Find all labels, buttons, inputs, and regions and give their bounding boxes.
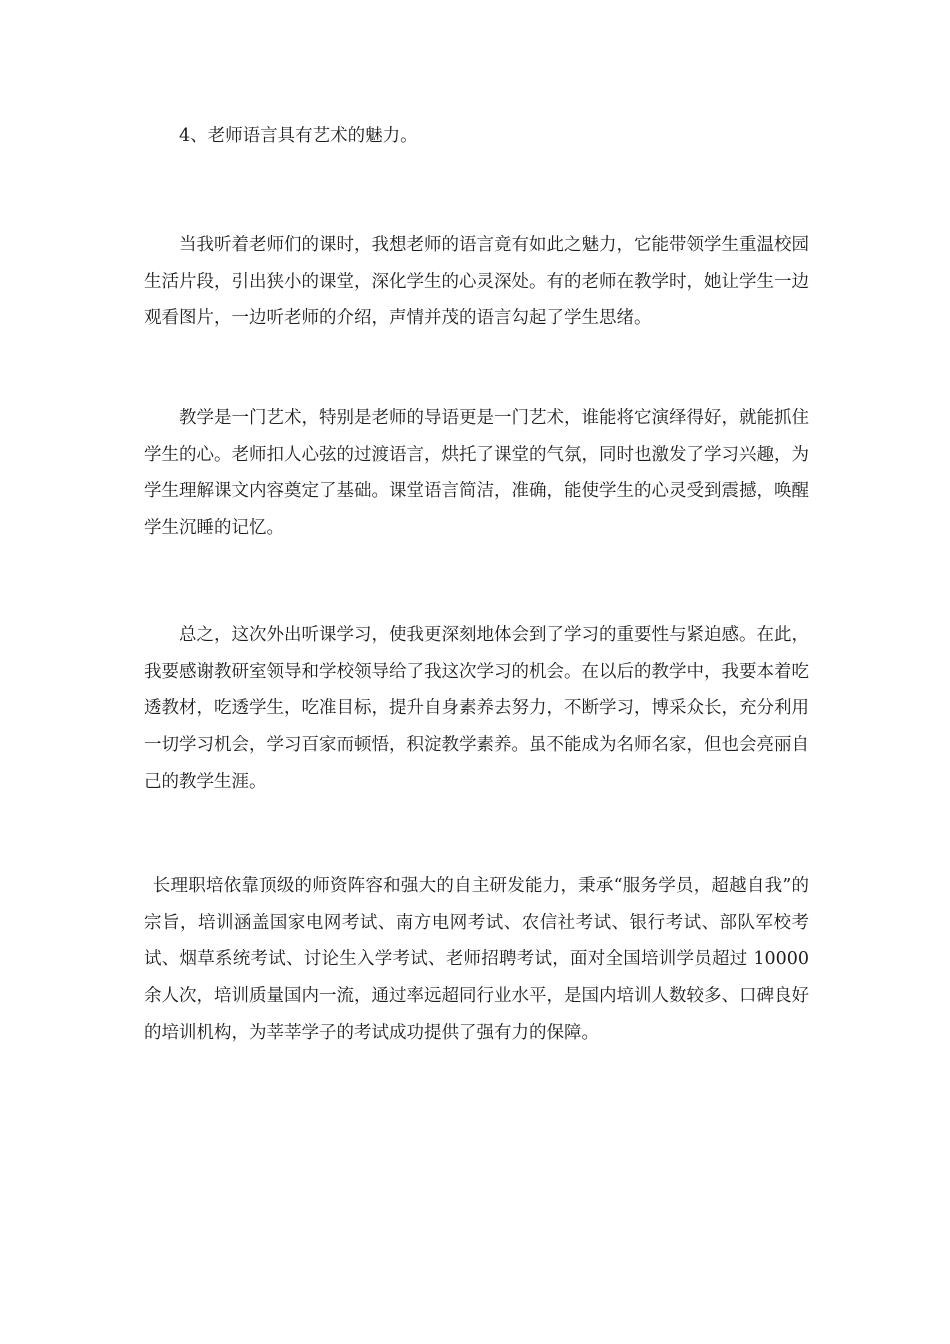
paragraph-institution-intro: 长理职培依靠顶级的师资阵容和强大的自主研发能力，秉承“服务学员，超越自我”的宗旨，培训涵盖国家电网考试、南方电网考试、农信社考试、银行考试、部队军校考试、烟草系统考试、讨论生入学考试、老师招聘考试，面对全国培训学员超过 10000 余人次，培训质量国内一流，通过率远超同行业水平，是国内培训人数较多、口碑良好的培训机构，为莘莘学子的考试成功提供了强有力的保障。 xyxy=(144,876,809,1043)
section-heading: 4、老师语言具有艺术的魅力。 xyxy=(179,126,418,146)
paragraph-teacher-language: 当我听着老师们的课时，我想老师的语言竟有如此之魅力，它能带领学生重温校园生活片段，引出狭小的课堂，深化学生的心灵深处。有的老师在教学时，她让学生一边观看图片，一边听老师的介绍，声情并茂的语言勾起了学生思绪。 xyxy=(144,235,809,329)
paragraph-conclusion: 总之，这次外出听课学习，使我更深刻地体会到了学习的重要性与紧迫感。在此，我要感谢教研室领导和学校领导给了我这次学习的机会。在以后的教学中，我要本着吃透教材，吃透学生，吃准目标，提升自身素养去努力，不断学习，博采众长，充分利用一切学习机会，学习百家而顿悟，积淀教学素养。虽不能成为名师名家，但也会亮丽自己的教学生涯。 xyxy=(144,625,809,792)
paragraph-teaching-art: 教学是一门艺术，特别是老师的导语更是一门艺术，谁能将它演绎得好，就能抓住学生的心。老师扣人心弦的过渡语言，烘托了课堂的气氛，同时也激发了学习兴趣，为学生理解课文内容奠定了基础。课堂语言简洁，准确，能使学生的心灵受到震撼，唤醒学生沉睡的记忆。 xyxy=(144,408,809,539)
